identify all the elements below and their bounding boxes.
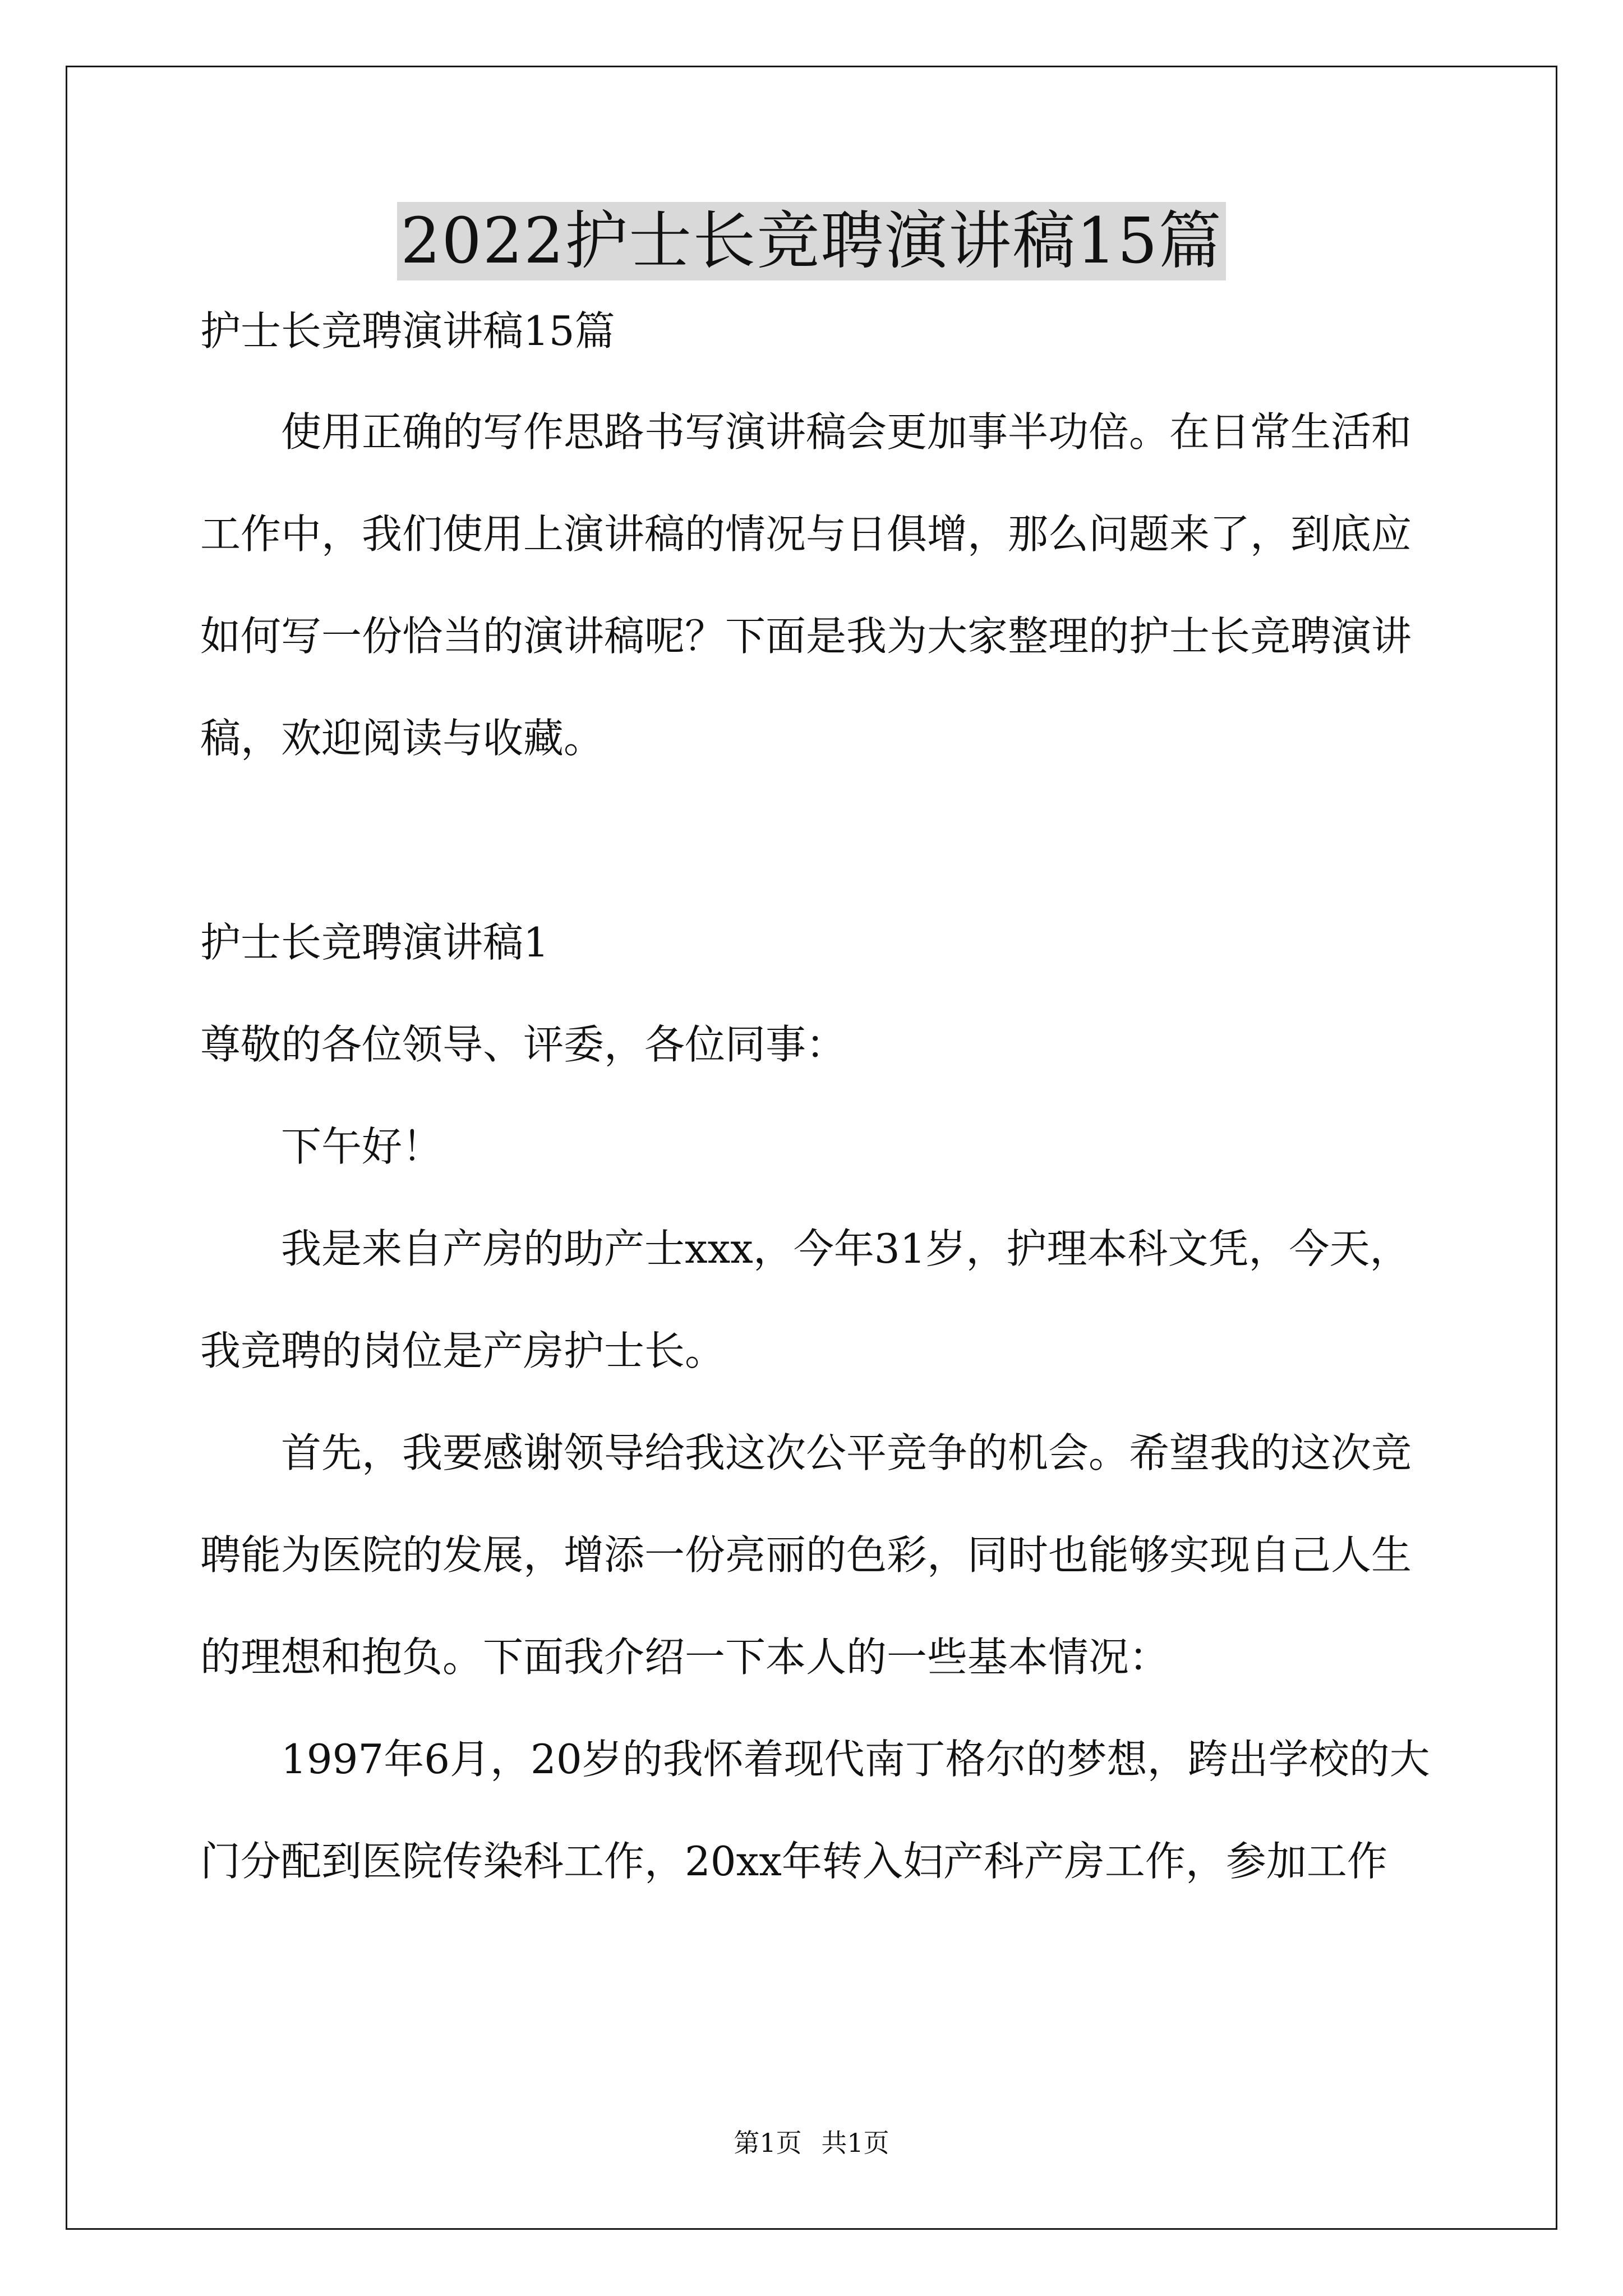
document-title: 2022护士长竞聘演讲稿15篇: [397, 202, 1226, 280]
greeting-line: 下午好！: [281, 1123, 443, 1170]
paragraph-line: 使用正确的写作思路书写演讲稿会更加事半功倍。在日常生活和: [281, 408, 1412, 455]
salutation-line: 尊敬的各位领导、评委，各位同事：: [200, 1021, 847, 1068]
paragraph-line: 我是来自产房的助产士xxx，今年31岁，护理本科文凭，今天，: [281, 1225, 1410, 1272]
paragraph-line: 首先，我要感谢领导给我这次公平竞争的机会。希望我的这次竞: [281, 1429, 1412, 1476]
section-heading: 护士长竞聘演讲稿1: [200, 919, 549, 966]
page-footer: [0, 2126, 1623, 2160]
paragraph-line: 稿，欢迎阅读与收藏。: [200, 715, 605, 762]
paragraph-line: 如何写一份恰当的演讲稿呢？下面是我为大家整理的护士长竞聘演讲: [200, 613, 1412, 660]
title-area: [0, 202, 1623, 280]
paragraph-line: 门分配到医院传染科工作，20xx年转入妇产科产房工作，参加工作: [200, 1838, 1387, 1885]
paragraph-line: 1997年6月，20岁的我怀着现代南丁格尔的梦想，跨出学校的大: [281, 1736, 1430, 1783]
page-number: 第1页: [734, 2128, 802, 2158]
paragraph-line: 的理想和抱负。下面我介绍一下本人的一些基本情况：: [200, 1634, 1170, 1681]
subtitle-line: 护士长竞聘演讲稿15篇: [200, 307, 615, 355]
page-total: 共1页: [821, 2128, 889, 2158]
paragraph-line: 工作中，我们使用上演讲稿的情况与日俱增，那么问题来了，到底应: [200, 510, 1412, 558]
paragraph-line: 聘能为医院的发展，增添一份亮丽的色彩，同时也能够实现自己人生: [200, 1531, 1412, 1579]
paragraph-line: 我竞聘的岗位是产房护士长。: [200, 1327, 726, 1374]
